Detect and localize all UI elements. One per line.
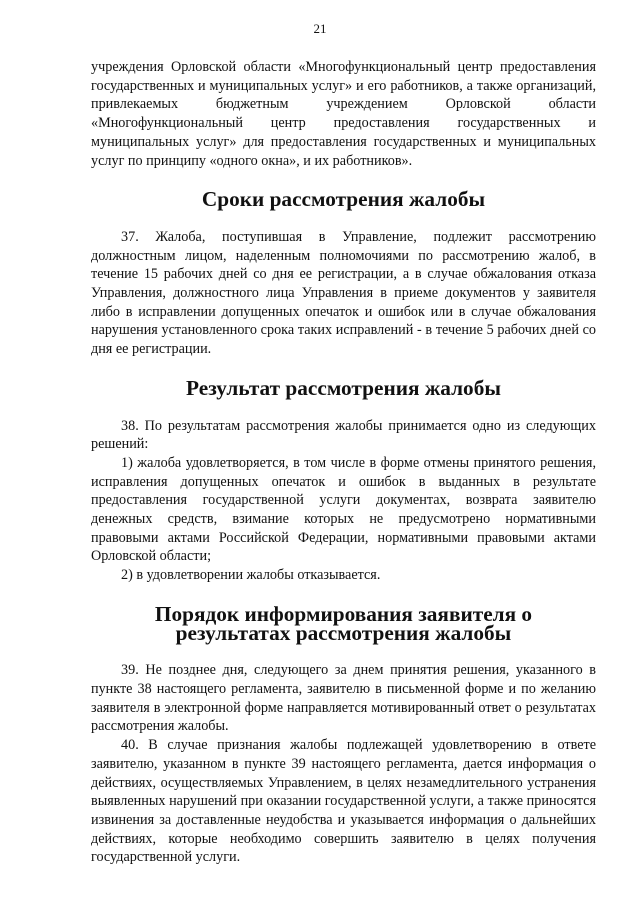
paragraph-38: 38. По результатам рассмотрения жалобы принимается одно из следующих решений: bbox=[91, 417, 596, 453]
paragraph-38-item-2: 2) в удовлетворении жалобы отказывается. bbox=[121, 567, 381, 584]
intro-paragraph: учреждения Орловской области «Многофункциональный центр предоставления государственных и муниципальных услуг» и его работников, а также организаций, привлекаемых бюджетным учреждением Орловской области «Многофункциональный центр предоставления государственных и муниципальных услуг» для предоставления государственных и муниципальных услуг по принципу «одного окна», и их работников». bbox=[91, 59, 596, 169]
paragraph-37: 37. Жалоба, поступившая в Управление, подлежит рассмотрению должностным лицом, наделенным полномочиями по рассмотрению жалоб, в течение 15 рабочих дней со дня ее регистрации, а в случае обжалования отказа Управления, должностного лица Управления в приеме документов у заявителя либо в исправлении допущенных опечаток и ошибок или в случае обжалования нарушения установленного срока таких исправлений - в течение 5 рабочих дней со дня ее регистрации. bbox=[91, 228, 596, 358]
page-number: 21 bbox=[313, 21, 327, 36]
section-heading-review-result: Результат рассмотрения жалобы bbox=[186, 375, 501, 400]
paragraph-39: 39. Не позднее дня, следующего за днем принятия решения, указанного в пункте 38 настоящего регламента, заявителю в письменной форме и по желанию заявителя в электронной форме направляется мотивированный ответ о результатах рассмотрения жалобы. bbox=[91, 662, 596, 735]
section-heading-informing-applicant: Порядок информирования заявителя о результатах рассмотрения жалобы bbox=[154, 601, 533, 645]
paragraph-38-item-1: 1) жалоба удовлетворяется, в том числе в форме отмены принятого решения, исправления допущенных опечаток и ошибок в выданных в результате предоставления государственной услуги документах, возврата заявителю денежных средств, взимание которых не предусмотрено нормативными правовыми актами Российской Федерации, нормативными правовыми актами Орловской области; bbox=[91, 454, 596, 565]
paragraph-40: 40. В случае признания жалобы подлежащей удовлетворению в ответе заявителю, указанном в пункте 39 настоящего регламента, дается информация о действиях, осуществляемых Управлением, в целях незамедлительного устранения выявленных нарушений при оказании государственной услуги, а также приносятся извинения за доставленные неудобства и указывается информация о дальнейших действиях, которые необходимо совершить заявителю в целях получения государственной услуги. bbox=[91, 737, 596, 866]
document-body bbox=[91, 58, 596, 867]
section-heading-review-terms: Сроки рассмотрения жалобы bbox=[201, 187, 486, 212]
